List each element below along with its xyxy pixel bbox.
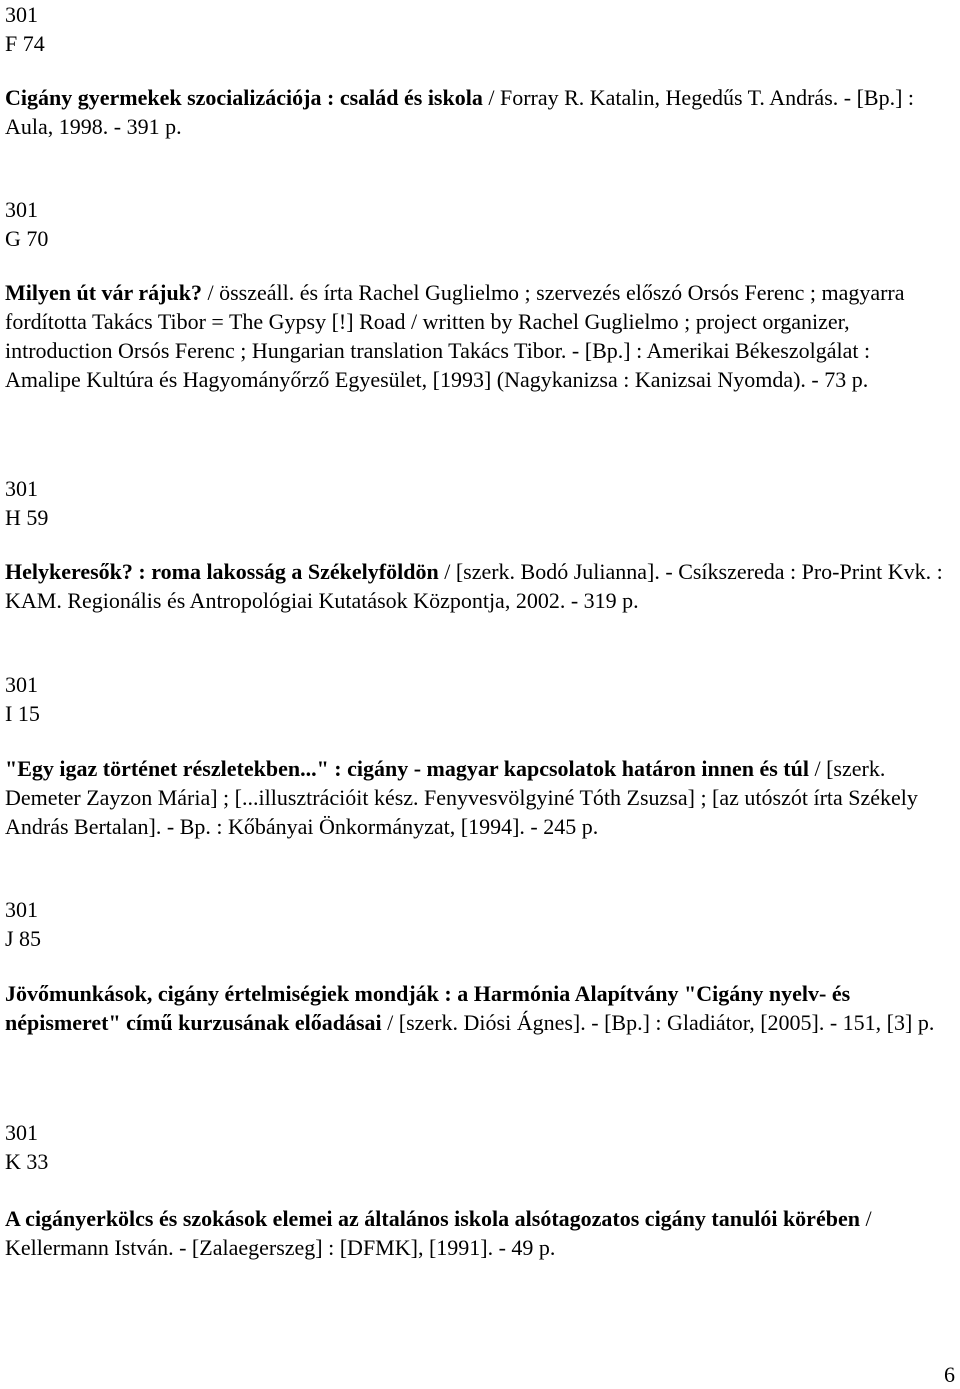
shelf-mark: I 15: [5, 701, 40, 726]
bibliographic-entry: [5, 83, 950, 141]
shelf-mark: K 33: [5, 1149, 49, 1174]
bibliographic-entry: [5, 754, 950, 841]
shelf-mark: F 74: [5, 31, 45, 56]
entry-description: / Kellermann István. - [Zalaegerszeg] : [DFMK], [1991]. - 49 p.: [5, 1206, 872, 1260]
class-number: 301: [5, 2, 38, 27]
shelf-mark: G 70: [5, 226, 49, 251]
bibliographic-entry: [5, 278, 950, 394]
page-number: 6: [944, 1362, 955, 1387]
entry-description: / [szerk. Bodó Julianna]. - Csíkszereda : Pro-Print Kvk. : KAM. Regionális és Antropológiai Kutatások Központja, 2002. - 319 p.: [5, 559, 943, 613]
entry-title: Jövőmunkások, cigány értelmiségiek mondják : a Harmónia Alapítvány "Cigány nyelv- és népismeret" című kurzusának előadásai: [5, 981, 851, 1035]
class-number: 301: [5, 672, 38, 697]
bibliographic-entry: [5, 557, 950, 615]
shelf-mark: J 85: [5, 926, 42, 951]
entry-description: / összeáll. és írta Rachel Guglielmo ; szervezés előszó Orsós Ferenc ; magyarra fordította Takács Tibor = The Gypsy [!] Road / written by Rachel Guglielmo ; project organizer, introduction Orsós Ferenc ; Hungarian translation Takács Tibor. - [Bp.] : Amerikai Békeszolgálat : Amalipe Kultúra és Hagyományőrző Egyesület, [1993] (Nagykanizsa : Kanizsai Nyomda). - 73 p.: [5, 280, 905, 392]
class-number: 301: [5, 197, 38, 222]
class-number: 301: [5, 1120, 38, 1145]
class-number: 301: [5, 897, 38, 922]
entry-title: "Egy igaz történet részletekben..." : cigány - magyar kapcsolatok határon innen és túl: [5, 756, 809, 781]
entry-description: / [szerk. Demeter Zayzon Mária] ; [...illusztrációit kész. Fenyvesvölgyiné Tóth Zsuzsa] ; [az utószót írta Székely András Bertalan]. - Bp. : Kőbányai Önkormányzat, [1994]. - 245 p.: [5, 756, 918, 839]
entry-title: Cigány gyermekek szocializációja : család és iskola: [5, 85, 483, 110]
bibliographic-entry: [5, 979, 950, 1037]
class-number: 301: [5, 476, 38, 501]
entry-title: Helykeresők? : roma lakosság a Székelyföldön: [5, 559, 439, 584]
entry-description: / [szerk. Diósi Ágnes]. - [Bp.] : Gladiátor, [2005]. - 151, [3] p.: [381, 1010, 935, 1035]
entry-title: Milyen út vár rájuk?: [5, 280, 202, 305]
entry-title: A cigányerkölcs és szokások elemei az általános iskola alsótagozatos cigány tanulói körében: [5, 1206, 860, 1231]
shelf-mark: H 59: [5, 505, 49, 530]
entry-description: / Forray R. Katalin, Hegedűs T. András. - [Bp.] : Aula, 1998. - 391 p.: [5, 85, 915, 139]
bibliographic-entry: [5, 1204, 950, 1262]
